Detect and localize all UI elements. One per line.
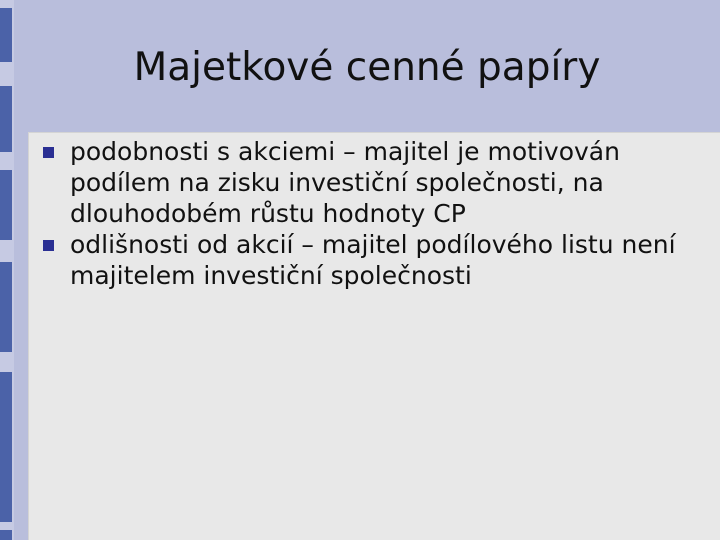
slide-title: Majetkové cenné papíry [133, 45, 601, 90]
left-strip-block [0, 170, 12, 240]
bullet-item-similarities [70, 136, 690, 229]
bullet-list [70, 136, 690, 291]
left-strip-block [0, 372, 12, 522]
left-strip-block [0, 262, 12, 352]
left-strip-block [0, 86, 12, 152]
square-bullet-icon [43, 240, 54, 251]
bullet-item-differences [70, 229, 690, 291]
bullet-text: podobnosti s akciemi – majitel je motivován podílem na zisku investiční společnosti, na dlouhodobém růstu hodnoty CP [70, 137, 620, 228]
left-decorative-strip [0, 0, 14, 540]
left-strip-block [0, 8, 12, 62]
square-bullet-icon [43, 147, 54, 158]
bullet-text: odlišnosti od akcií – majitel podílového listu není majitelem investiční společnosti [70, 230, 676, 290]
left-strip-block [0, 530, 12, 540]
